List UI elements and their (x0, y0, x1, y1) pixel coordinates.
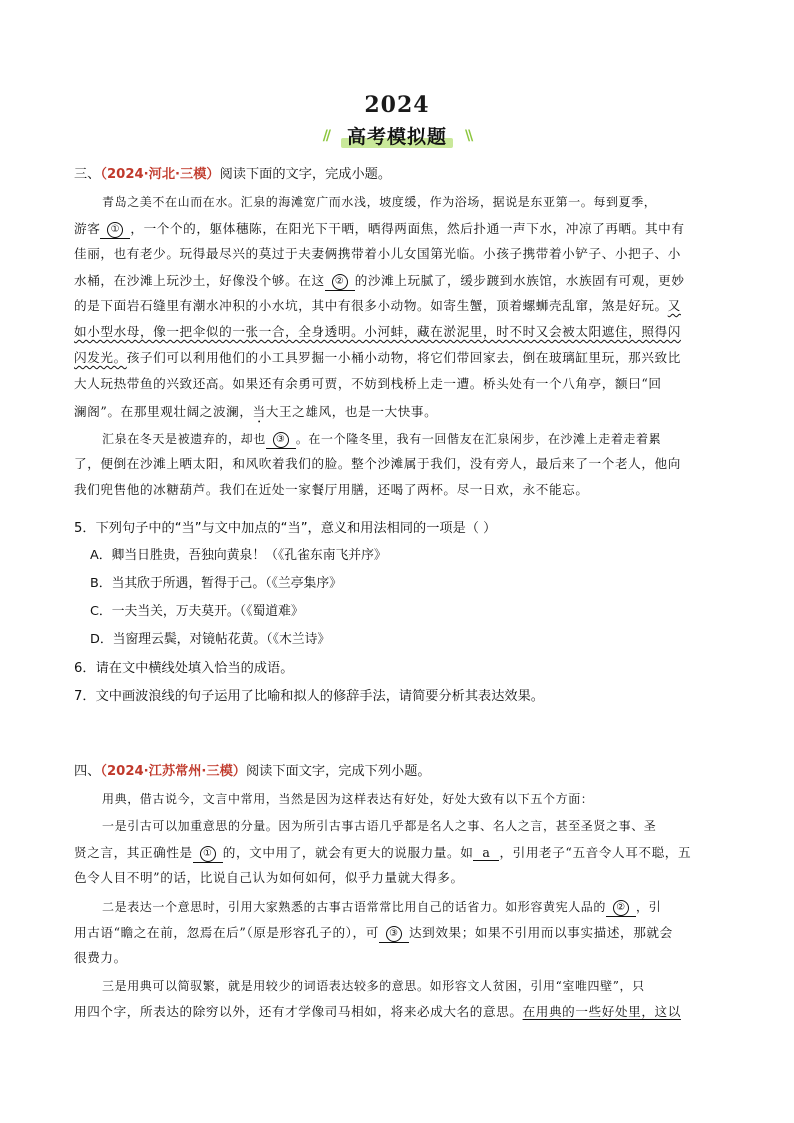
passage-text: 用四个字，所表达的除穷以外，还有才学像司马相如，将来必成大名的意思。 (74, 1004, 523, 1019)
passage-text: 二是表达一个意思时，引用大家熟悉的古事古语常常比用自己的话省力。如形容黄宪人品的 (102, 900, 607, 914)
passage-line (74, 352, 734, 365)
source-tag: （2024·河北·三模） (100, 167, 220, 182)
blank-number: ② (332, 274, 348, 290)
blank-number: ① (107, 222, 123, 238)
banner-row (0, 122, 794, 149)
passage-text: 。在一个隆冬里，我有一回偕友在汇泉闲步，在沙滩上走着走着累 (295, 432, 662, 446)
passage-text: ，引 (636, 900, 662, 914)
question-5: 5．下列句子中的“当”与文中加点的“当”，意义和用法相同的一项是（ ） (74, 521, 497, 536)
wavy-underlined-text: 又 (667, 298, 681, 313)
fill-blank-3 (379, 926, 409, 943)
passage-text: 大王之雄风，也是一大快事。 (265, 404, 438, 419)
left-slash-decoration: // (322, 127, 329, 144)
question-7: 7．文中画波浪线的句子运用了比喻和拟人的修辞手法，请简要分析其表达效果。 (74, 689, 544, 704)
passage-text: 汇泉在冬天是被遗弃的，却也 (102, 432, 266, 446)
passage-line (74, 404, 734, 426)
passage-line (74, 846, 734, 863)
passage-text: ，一个个的，躯体穗陈，在阳光下干晒，晒得两面焦，然后扑通一声下水，冲凉了再晒。其中有 (130, 221, 685, 236)
right-slash-decoration: \\ (465, 127, 472, 144)
dotted-character: 当 (252, 404, 266, 419)
blank-number: ③ (386, 926, 402, 942)
passage-text: 的沙滩上玩腻了，缓步踱到水族馆，水族固有可观，更妙 (354, 273, 685, 288)
passage-text: 的是下面岩石缝里有潮水冲积的小水坑，其中有很多小动物。如寄生蟹，顶着螺蛳壳乱窜，煞是好玩。 (74, 298, 668, 313)
passage-text: 游客 (74, 221, 101, 236)
passage-text: 用古语“瞻之在前，忽焉在后”（原是形容孔子的），可 (74, 925, 379, 940)
passage-line (102, 432, 762, 449)
passage-text: 孩子们可以利用他们的小工具罗掘一小桶小动物，将它们带回家去，倒在玻璃缸里玩，那兴致比 (126, 350, 681, 365)
fill-blank-3 (266, 432, 296, 449)
fill-blank-a: a (473, 847, 499, 861)
section-instruction: 阅读下面文字，完成下列小题。 (246, 764, 431, 779)
passage-line: 色令人目不明”的话，比说自己认为如何如何，似乎力量就大得多。 (74, 870, 464, 885)
passage-line (102, 900, 762, 917)
passage-text: ，引用老子“五音令人耳不聪，五 (499, 845, 692, 860)
passage-line: 了，便倒在沙滩上晒太阳，和风吹着我们的脸。整个沙滩属于我们，没有旁人，最后来了一个老人，他向 (74, 456, 681, 471)
passage-line (74, 222, 734, 239)
passage-text: 贤之言，其正确性是 (74, 845, 193, 860)
passage-line: 用典，借古说今，文言中常用，当然是因为这样表达有好处，好处大致有以下五个方面： (102, 792, 594, 806)
source-tag: （2024·江苏常州·三模） (100, 764, 246, 779)
passage-text: 的，文中用了，就会有更大的说服力量。如 (222, 845, 474, 860)
passage-line: 我们兜售他的冰糖葫芦。我们在近处一家餐厅用膳，还喝了两杯。尽一日欢，永不能忘。 (74, 482, 589, 497)
passage-line: 很费力。 (74, 950, 127, 965)
passage-line: 佳丽，也有老少。玩得最尽兴的莫过于夫妻俩携带着小儿女国第光临。小孩子携带着小铲子、小把子、小 (74, 246, 681, 261)
q5-option-b: B．当其欣于所遇，暂得于己。（《兰亭集序》 (90, 576, 342, 591)
q5-option-a: A．卿当日胜贵，吾独向黄泉！（《孔雀东南飞并序》 (90, 548, 387, 563)
wavy-underlined-text: 如小型水母，像一把伞似的一张一合，全身透明。小河蚌，藏在淤泥里，时不时又会被太阳遮住，照得闪 (74, 324, 681, 339)
fill-blank-2 (606, 900, 636, 917)
passage-line: 一是引古可以加重意思的分量。因为所引古事古语几乎都是名人之事、名人之言，甚至圣贤之事、圣 (102, 819, 657, 833)
q5-option-d: D．当窗理云鬓，对镜帖花黄。（《木兰诗》 (90, 632, 331, 647)
blank-number: ② (613, 900, 629, 916)
banner-title: 高考模拟题 (346, 126, 447, 148)
fill-blank-1 (193, 846, 223, 863)
fill-blank-2 (325, 274, 355, 291)
passage-line (74, 300, 734, 313)
passage-line (74, 1006, 734, 1019)
passage-line: 三是用典可以简驭繁，就是用较少的词语表达较多的意思。如形容文人贫困，引用“室唯四壁”，只 (102, 979, 645, 993)
section4-heading (74, 765, 734, 778)
passage-line: 青岛之美不在山而在水。汇泉的海滩宽广而水浅，坡度缓，作为浴场，据说是东亚第一。每到夏季， (102, 195, 657, 209)
passage-text: 澜阁”。在那里观壮阔之波澜， (74, 404, 253, 419)
passage-line (74, 326, 734, 339)
question-6: 6．请在文中横线处填入恰当的成语。 (74, 661, 294, 676)
section-number: 四、 (74, 764, 101, 779)
wavy-underlined-text: 闪发光。 (74, 350, 127, 365)
q5-option-c: C．一夫当关，万夫莫开。（《蜀道难》 (90, 604, 304, 619)
fill-blank-1 (100, 222, 130, 239)
section3-heading (74, 168, 734, 181)
passage-line: 大人玩热带鱼的兴致还高。如果还有余勇可贾，不妨到栈桥上走一遭。桥头处有一个八角亭，额曰“回 (74, 376, 662, 391)
passage-text: 水桶，在沙滩上玩沙土，好像没个够。在这 (74, 273, 325, 288)
blank-number: ③ (273, 432, 289, 448)
blank-number: ① (200, 846, 216, 862)
exam-banner (337, 122, 457, 149)
underlined-text: 在用典的一些好处里，这以 (522, 1004, 681, 1019)
page-header (0, 92, 794, 149)
passage-text: 达到效果；如果不引用而以事实描述，那就会 (408, 925, 673, 940)
passage-line (74, 274, 734, 291)
passage-line (74, 926, 734, 943)
year-title: 2024 (364, 92, 430, 118)
section-number: 三、 (74, 167, 101, 182)
section-instruction: 阅读下面的文字，完成小题。 (219, 167, 392, 182)
